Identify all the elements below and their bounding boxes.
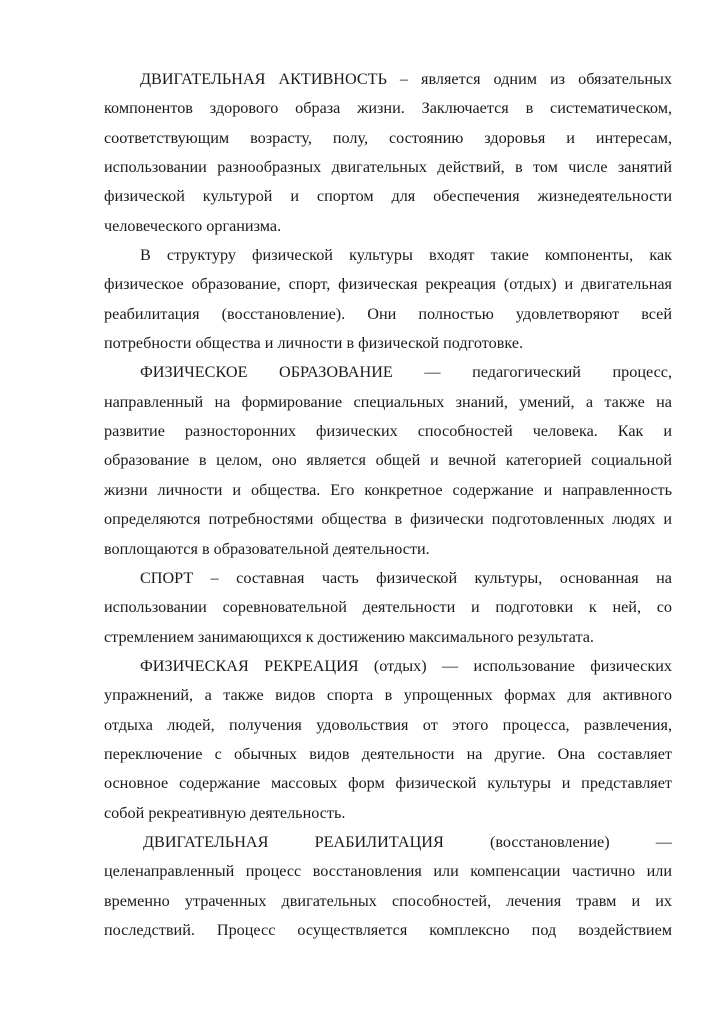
text-line: жизни личности и общества. Его конкретное содержание и направленность: [104, 480, 672, 499]
text-line: реабилитация (восстановление). Они полностью удовлетворяют всей: [104, 304, 672, 323]
text-line: физическое образование, спорт, физическая рекреация (отдых) и двигательная: [104, 275, 672, 294]
text-line: ФИЗИЧЕСКАЯ РЕКРЕАЦИЯ (отдых) — использование физических: [140, 656, 672, 675]
paragraph: [104, 358, 672, 563]
text-line: соответствующим возрасту, полу, состоянию здоровья и интересам,: [104, 128, 672, 147]
text-line: компонентов здорового образа жизни. Заключается в систематическом,: [104, 99, 672, 118]
text-line: направленный на формирование специальных знаний, умений, а также на: [104, 392, 672, 411]
text-line: человеческого организма.: [104, 216, 282, 235]
text-line: последствий. Процесс осуществляется комплексно под воздействием: [104, 920, 672, 939]
text-line: использовании разнообразных двигательных действий, в том числе занятий: [104, 158, 672, 177]
text-line: В структуру физической культуры входят такие компоненты, как: [140, 246, 672, 265]
paragraph: [104, 65, 672, 241]
text-line: упражнений, а также видов спорта в упрощенных формах для активного: [104, 686, 672, 705]
paragraph: [104, 828, 672, 945]
text-line: воплощаются в образовательной деятельности.: [104, 539, 430, 558]
text-line: ДВИГАТЕЛЬНАЯ РЕАБИЛИТАЦИЯ (восстановление) —: [143, 832, 672, 851]
text-line: физической культурой и спортом для обеспечения жизнедеятельности: [104, 187, 672, 206]
text-line: использовании соревновательной деятельности и подготовки к ней, со: [104, 598, 672, 617]
text-line: собой рекреативную деятельность.: [104, 803, 346, 822]
text-line: временно утраченных двигательных способностей, лечения травм и их: [104, 891, 672, 910]
text-line: стремлением занимающихся к достижению максимального результата.: [104, 627, 594, 646]
text-line: образование в целом, оно является общей и вечной категорией социальной: [104, 451, 672, 470]
paragraph: [104, 564, 672, 652]
text-line: переключение с обычных видов деятельности на другие. Она составляет: [104, 744, 672, 763]
text-line: ДВИГАТЕЛЬНАЯ АКТИВНОСТЬ – является одним из обязательных: [140, 70, 672, 88]
text-line: отдыха людей, получения удовольствия от этого процесса, развлечения,: [104, 715, 672, 734]
text-line: развитие разносторонних физических способностей человека. Как и: [104, 422, 672, 441]
paragraph: [104, 241, 672, 358]
paragraph: [104, 652, 672, 828]
text-line: СПОРТ – составная часть физической культуры, основанная на: [140, 568, 672, 587]
text-line: целенаправленный процесс восстановления или компенсации частично или: [104, 862, 672, 881]
text-line: основное содержание массовых форм физической культуры и представляет: [104, 774, 672, 793]
document-page: [104, 65, 672, 945]
text-line: определяются потребностями общества в физически подготовленных людях и: [104, 510, 672, 529]
text-line: потребности общества и личности в физической подготовке.: [104, 334, 524, 353]
text-line: ФИЗИЧЕСКОЕ ОБРАЗОВАНИЕ — педагогический процесс,: [140, 363, 672, 382]
